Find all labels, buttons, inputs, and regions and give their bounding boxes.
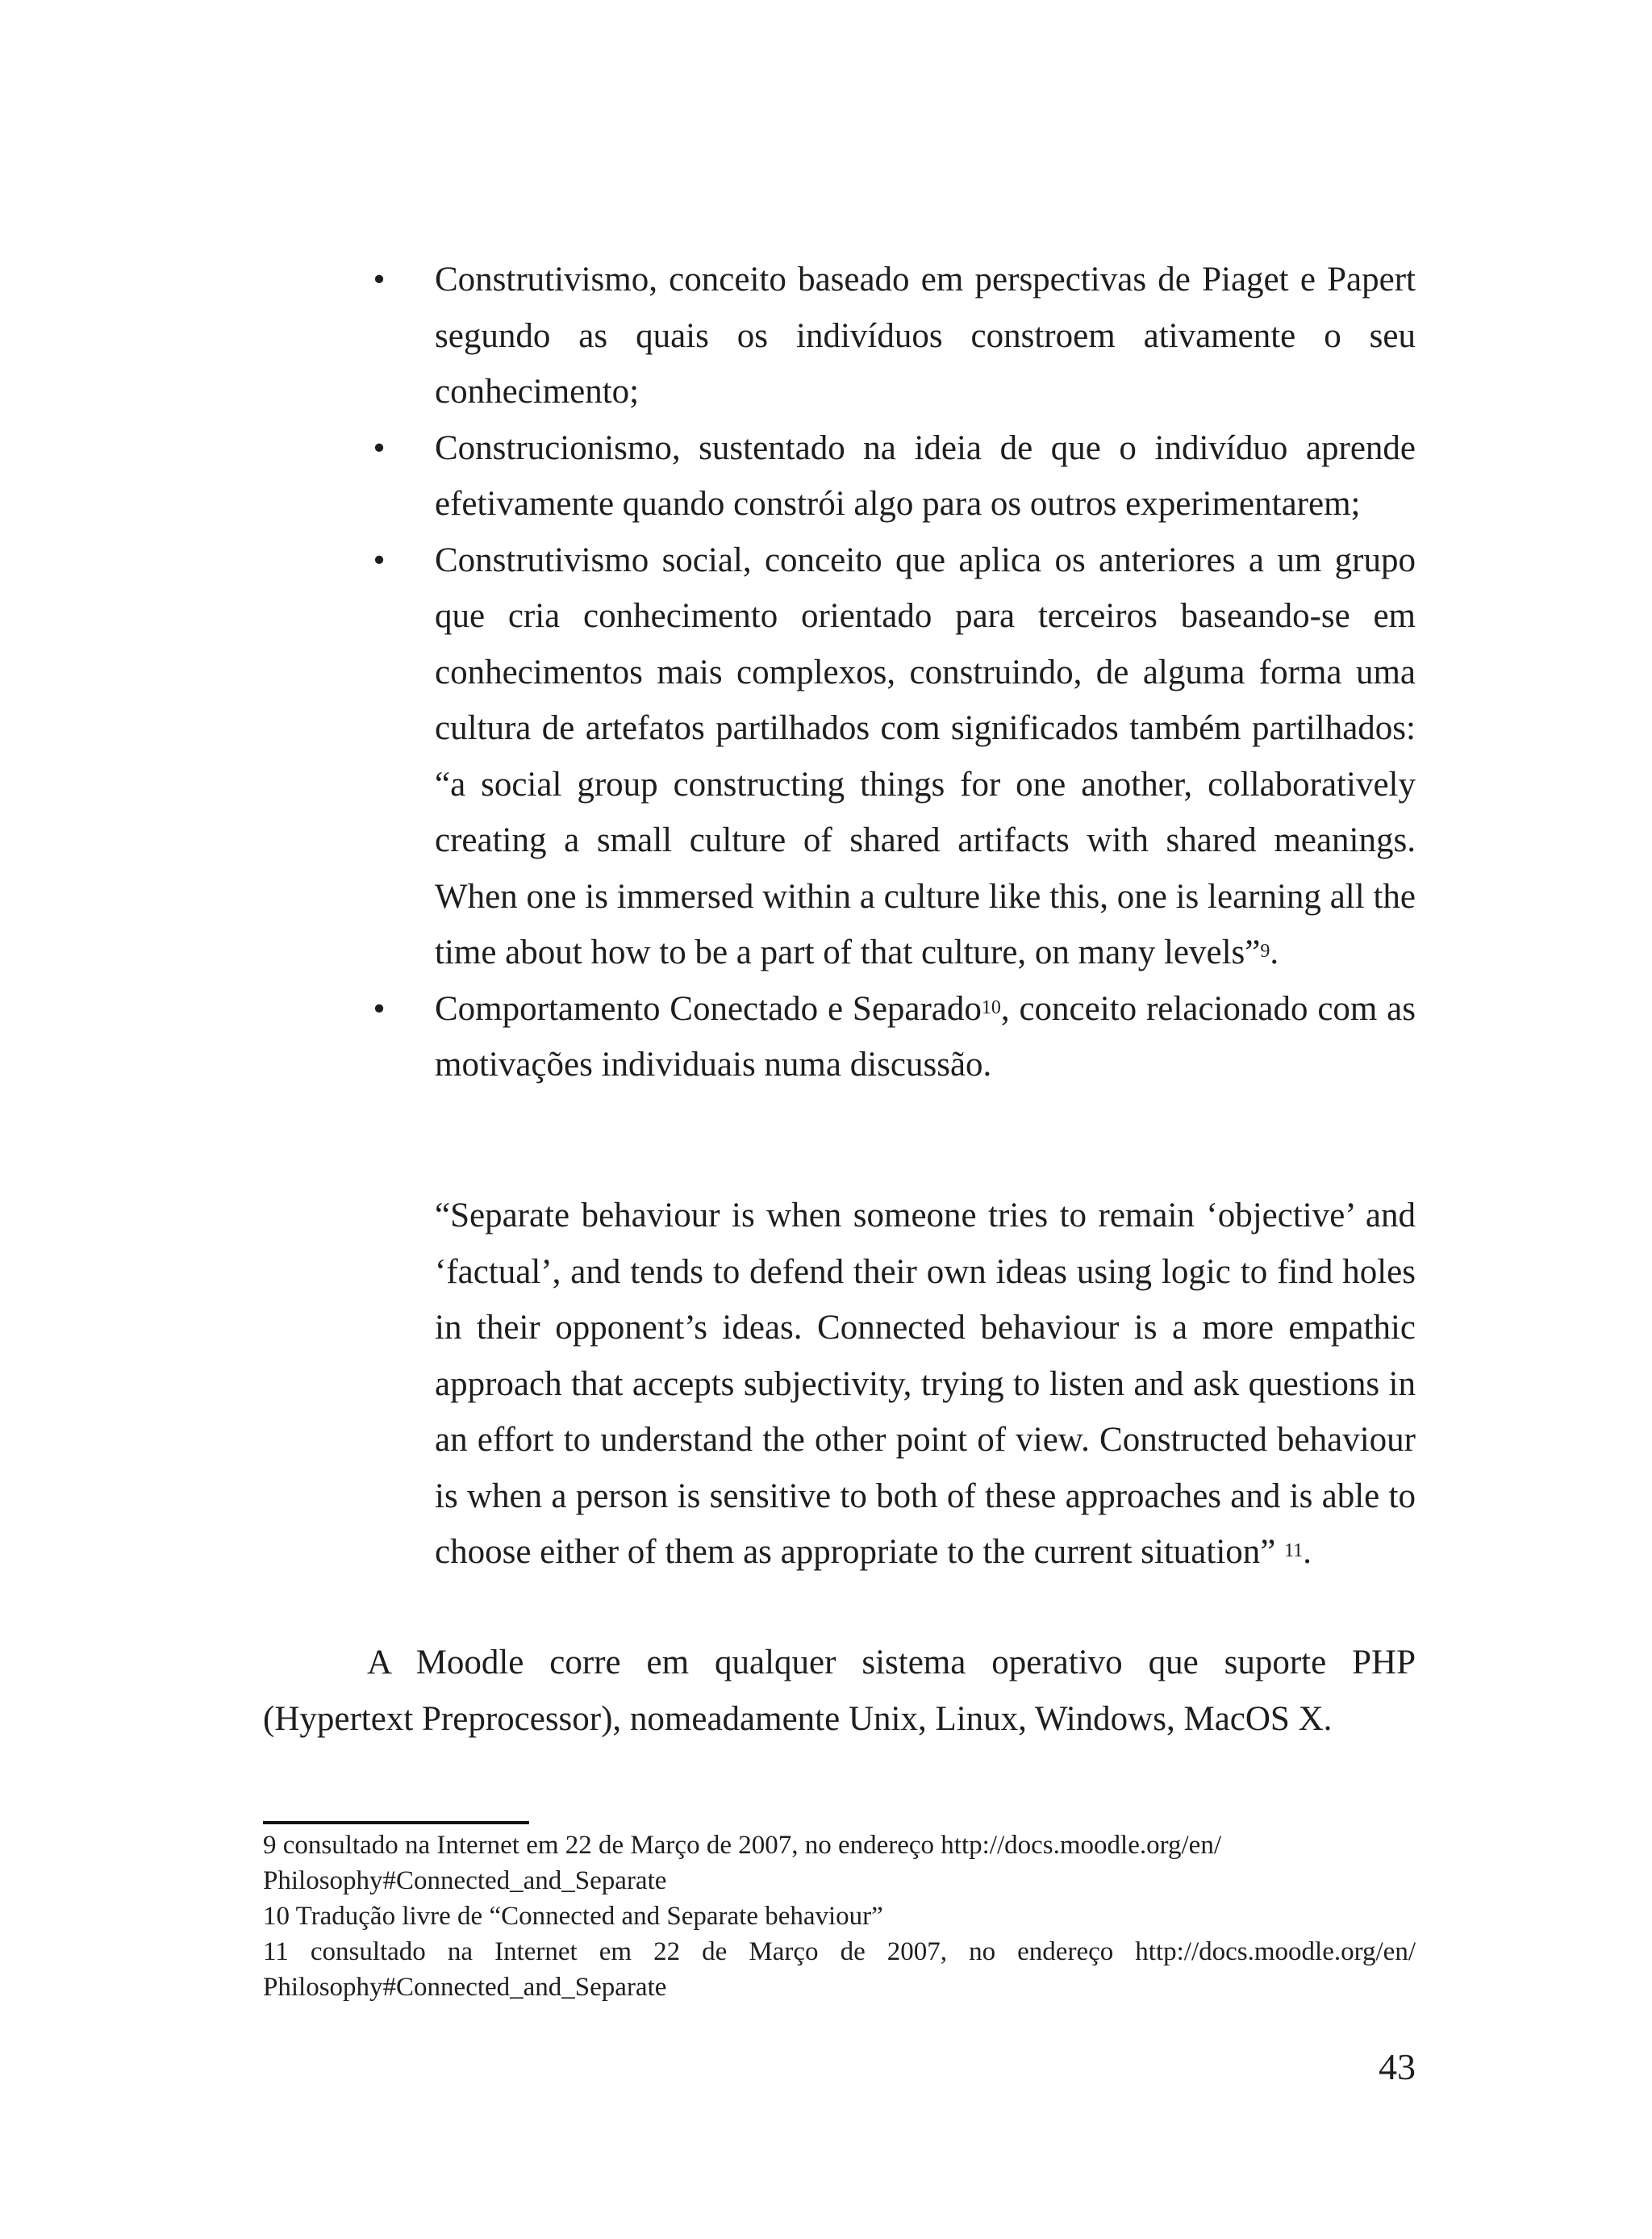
footnote-ref-11: 11	[1284, 1540, 1304, 1561]
bullet-icon: •	[373, 541, 386, 579]
bullet-text: Construtivismo, conceito baseado em perspectivas de Piaget e Papert segundo as quais os indivíduos constroem ativamente o seu conhecimento;	[435, 261, 1416, 411]
bullet-text: Construtivismo social, conceito que aplica os anteriores a um grupo que cria conhecimento orientado para terceiros baseando-se em conhecimentos mais complexos, construindo, de alguma forma uma cultura de artefatos partilhados com significados também partilhados: “a social group constructing things for one another, collaboratively creating a small culture of shared artifacts with shared meanings. When one is immersed within a culture like this, one is learning all the time about how to be a part of that culture, on many levels”	[435, 541, 1416, 971]
body-paragraph: A Moodle corre em qualquer sistema operativo que suporte PHP (Hypertext Preprocessor), nomeadamente Unix, Linux, Windows, MacOS X.	[263, 1644, 1416, 1738]
bullet-icon: •	[373, 261, 386, 299]
footnote-divider	[263, 1821, 529, 1824]
footnote-10	[263, 1899, 1416, 1934]
footnote-10-line-1: 10 Tradução livre de “Connected and Separate behaviour”	[263, 1902, 883, 1931]
bullet-text-end: .	[1270, 934, 1279, 971]
bullet-text: Construcionismo, sustentado na ideia de que o indivíduo aprende efetivamente quando constrói algo para os outros experimentarem;	[435, 428, 1416, 523]
bullet-item-connected-separate	[367, 981, 1416, 1093]
quote-end: .	[1303, 1533, 1312, 1571]
footnote-11-line-1: 11 consultado na Internet em 22 de Março de 2007, no endereço http://docs.moodle.org/en/	[263, 1937, 1416, 1966]
footnote-9-line-1: 9 consultado na Internet em 22 de Março de 2007, no endereço http://docs.moodle.org/en/	[263, 1831, 1221, 1860]
bullet-list	[367, 252, 1416, 1093]
footnote-11-line-2: Philosophy#Connected_and_Separate	[263, 1973, 667, 2002]
bullet-item-constructionism	[367, 420, 1416, 533]
footnotes	[263, 1828, 1416, 2005]
footnote-11	[263, 1934, 1416, 2005]
bullet-icon: •	[373, 428, 386, 467]
bullet-icon: •	[373, 989, 386, 1028]
footnote-9-line-2: Philosophy#Connected_and_Separate	[263, 1866, 667, 1895]
bullet-item-constructivism	[367, 252, 1416, 420]
quoted-passage	[435, 1188, 1416, 1581]
bullet-text: Comportamento Conectado e Separado	[435, 989, 982, 1028]
footnote-ref-9: 9	[1260, 941, 1270, 962]
footnote-9	[263, 1828, 1416, 1899]
bullet-text-end: , conceito relacionado com as motivações individuais numa discussão.	[435, 989, 1416, 1084]
quote-text: “Separate behaviour is when someone tries to remain ‘objective’ and ‘factual’, and tends to defend their own ideas using logic to find holes in their opponent’s ideas. Connected behaviour is a more empathic approach that accepts subjectivity, trying to listen and ask questions in an effort to understand the other point of view. Constructed behaviour is when a person is sensitive to both of these approaches and is able to choose either of them as appropriate to the current situation”	[435, 1197, 1416, 1571]
page-number: 43	[1379, 2046, 1416, 2087]
footnote-ref-10: 10	[981, 996, 1001, 1018]
bullet-item-social-constructivism	[367, 533, 1416, 981]
